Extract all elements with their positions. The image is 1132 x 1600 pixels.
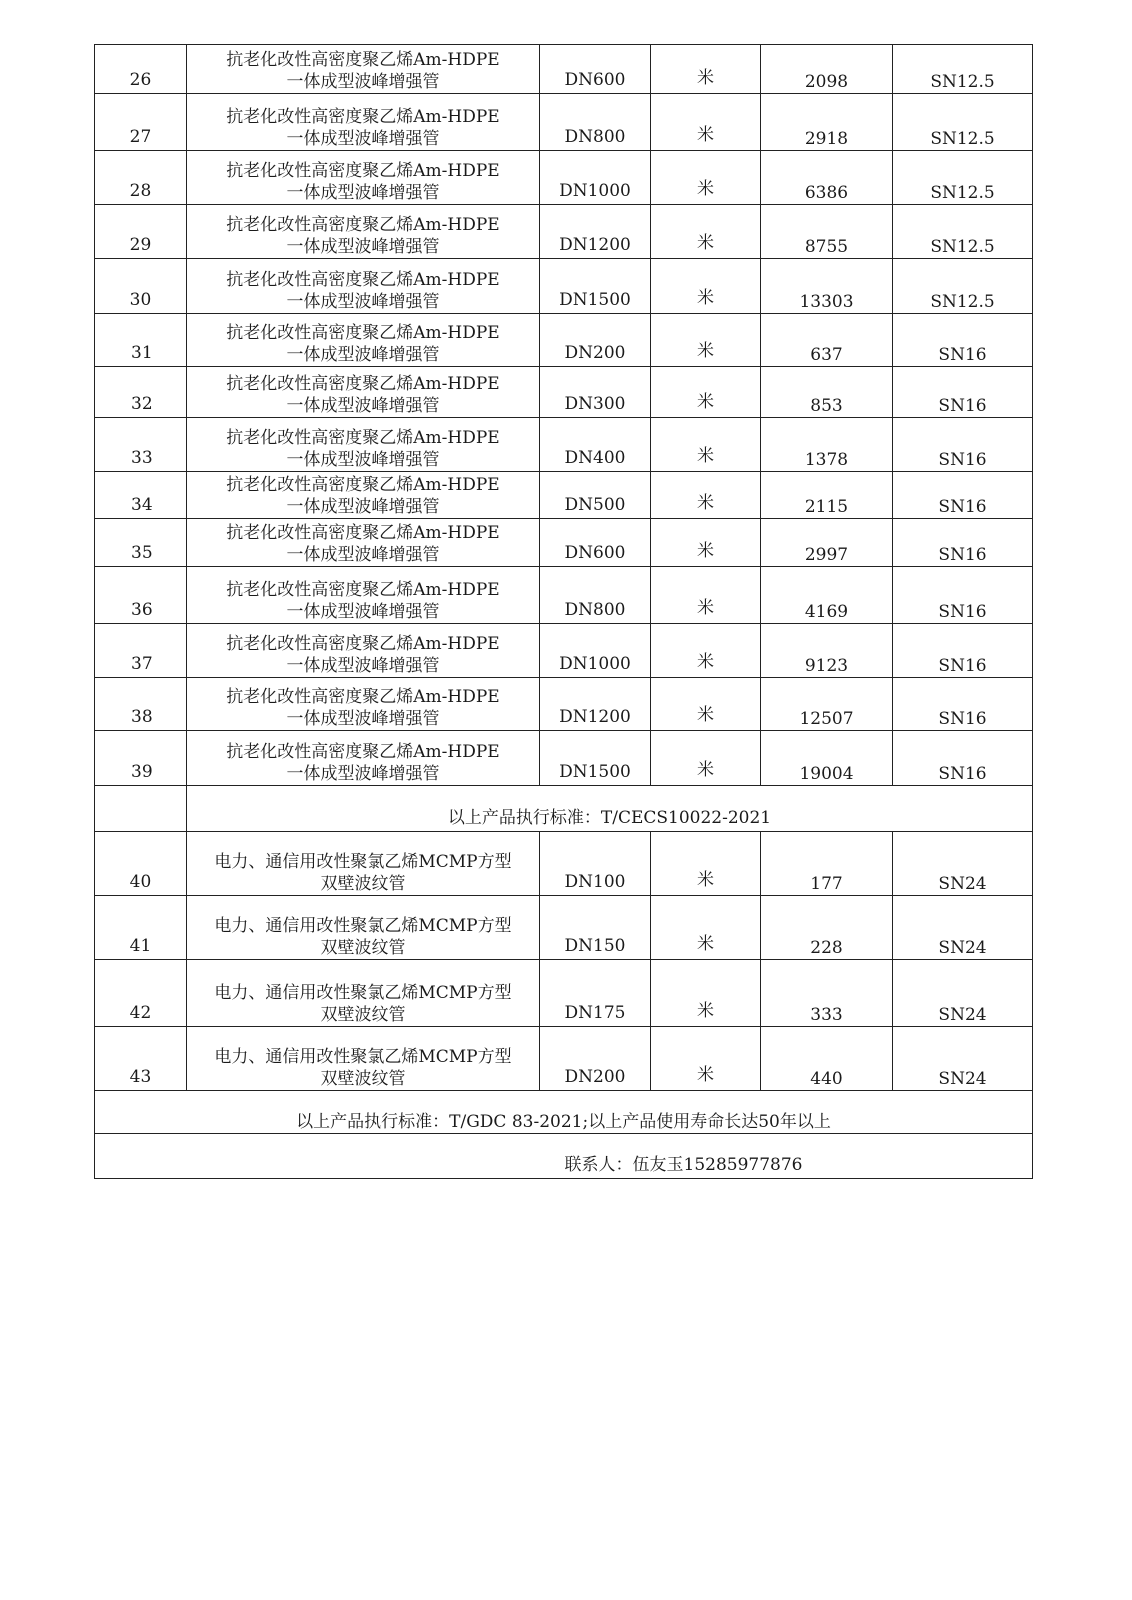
standard-note	[187, 786, 1033, 832]
product-name-line: 一体成型波峰增强管	[286, 292, 440, 312]
unit-cell	[651, 832, 761, 896]
product-name-line: 一体成型波峰增强管	[286, 709, 440, 729]
table-row	[95, 418, 1033, 472]
product-name-cell	[187, 418, 540, 472]
product-name-cell	[187, 1027, 540, 1091]
price-cell	[761, 624, 893, 678]
price-text: 333	[810, 1005, 843, 1025]
price-cell	[761, 1027, 893, 1091]
stiffness-grade-text: SN12.5	[930, 129, 995, 149]
stiffness-grade-text: SN24	[938, 874, 987, 894]
price-cell	[761, 832, 893, 896]
row-number-text: 26	[129, 70, 152, 90]
product-name-cell	[187, 205, 540, 259]
row-number-text: 27	[129, 127, 152, 147]
stiffness-grade-cell	[893, 418, 1033, 472]
product-name-cell	[187, 94, 540, 151]
stiffness-grade-cell	[893, 567, 1033, 624]
product-name-line: 双壁波纹管	[320, 1069, 406, 1089]
row-number-cell	[95, 678, 187, 731]
stiffness-grade-cell	[893, 94, 1033, 151]
product-name-line: 抗老化改性高密度聚乙烯Am-HDPE	[226, 161, 500, 181]
row-number-text: 43	[129, 1067, 152, 1087]
row-number-text: 35	[131, 543, 153, 563]
row-number-text: 42	[129, 1003, 152, 1023]
product-name-line: 抗老化改性高密度聚乙烯Am-HDPE	[226, 523, 500, 543]
product-name-line: 抗老化改性高密度聚乙烯Am-HDPE	[226, 687, 500, 707]
unit-text: 米	[697, 598, 714, 618]
product-name-line: 抗老化改性高密度聚乙烯Am-HDPE	[226, 580, 500, 600]
product-name-line: 电力、通信用改性聚氯乙烯MCMP方型	[214, 852, 512, 872]
price-text: 9123	[804, 656, 849, 676]
stiffness-grade-cell	[893, 205, 1033, 259]
unit-cell	[651, 960, 761, 1027]
stiffness-grade-text: SN16	[938, 497, 987, 517]
stiffness-grade-text: SN16	[938, 450, 987, 470]
product-name-line: 一体成型波峰增强管	[286, 129, 440, 149]
spec-cell	[540, 94, 651, 151]
price-cell	[761, 896, 893, 960]
spec-text: DN1200	[559, 235, 631, 255]
product-name-line: 一体成型波峰增强管	[286, 396, 440, 416]
spec-cell	[540, 1027, 651, 1091]
spec-cell	[540, 678, 651, 731]
row-number-cell	[95, 314, 187, 367]
price-cell	[761, 367, 893, 418]
product-price-table	[94, 44, 1033, 1179]
product-name-line: 抗老化改性高密度聚乙烯Am-HDPE	[226, 323, 500, 343]
unit-text: 米	[697, 541, 714, 561]
spec-text: DN600	[564, 70, 626, 90]
spec-text: DN175	[564, 1003, 626, 1023]
table-row	[95, 259, 1033, 314]
spec-cell	[540, 472, 651, 519]
unit-cell	[651, 896, 761, 960]
spec-text: DN300	[564, 394, 626, 414]
stiffness-grade-cell	[893, 314, 1033, 367]
spec-cell	[540, 205, 651, 259]
row-number-text: 33	[131, 448, 153, 468]
price-text: 2115	[804, 497, 849, 517]
row-number-cell	[95, 94, 187, 151]
unit-cell	[651, 678, 761, 731]
spec-text: DN600	[564, 543, 626, 563]
table-row	[95, 567, 1033, 624]
stiffness-grade-text: SN16	[938, 709, 987, 729]
product-name-line: 双壁波纹管	[320, 938, 406, 958]
unit-cell	[651, 259, 761, 314]
spec-text: DN1000	[559, 181, 631, 201]
table-row	[95, 205, 1033, 259]
price-text: 8755	[804, 237, 849, 257]
product-name-cell	[187, 314, 540, 367]
row-number-text: 30	[129, 290, 152, 310]
spec-text: DN1200	[559, 707, 631, 727]
product-name-line: 抗老化改性高密度聚乙烯Am-HDPE	[226, 475, 500, 495]
price-text: 2997	[804, 545, 849, 565]
product-name-cell	[187, 832, 540, 896]
unit-cell	[651, 151, 761, 205]
product-name-line: 一体成型波峰增强管	[286, 764, 440, 784]
price-text: 6386	[804, 183, 849, 203]
price-text: 13303	[799, 292, 854, 312]
product-name-line: 抗老化改性高密度聚乙烯Am-HDPE	[226, 270, 500, 290]
spec-text: DN1500	[559, 762, 631, 782]
stiffness-grade-text: SN12.5	[930, 292, 995, 312]
unit-text: 米	[697, 760, 714, 780]
table-row	[95, 678, 1033, 731]
spec-cell	[540, 896, 651, 960]
price-cell	[761, 151, 893, 205]
stiffness-grade-cell	[893, 519, 1033, 567]
product-name-line: 一体成型波峰增强管	[286, 450, 440, 470]
product-name-line: 双壁波纹管	[320, 874, 406, 894]
spec-cell	[540, 367, 651, 418]
row-number-cell	[95, 205, 187, 259]
table-row	[95, 731, 1033, 786]
price-cell	[761, 678, 893, 731]
unit-text: 米	[697, 1001, 714, 1021]
row-number-text: 38	[131, 707, 153, 727]
product-name-cell	[187, 678, 540, 731]
table-row	[95, 151, 1033, 205]
row-number-cell	[95, 259, 187, 314]
product-name-cell	[187, 960, 540, 1027]
product-name-line: 电力、通信用改性聚氯乙烯MCMP方型	[214, 983, 512, 1003]
spec-cell	[540, 624, 651, 678]
unit-cell	[651, 45, 761, 94]
product-name-cell	[187, 259, 540, 314]
product-name-line: 一体成型波峰增强管	[286, 545, 440, 565]
stiffness-grade-text: SN16	[938, 396, 987, 416]
product-name-line: 电力、通信用改性聚氯乙烯MCMP方型	[214, 1047, 512, 1067]
product-name-line: 一体成型波峰增强管	[286, 237, 440, 257]
product-name-cell	[187, 472, 540, 519]
product-name-cell	[187, 567, 540, 624]
row-number-text: 41	[129, 936, 152, 956]
row-number-text: 29	[129, 235, 152, 255]
row-number-cell	[95, 1027, 187, 1091]
row-number-text: 31	[131, 343, 153, 363]
standard-note-row-a	[95, 786, 1033, 832]
product-name-line: 一体成型波峰增强管	[286, 497, 440, 517]
price-cell	[761, 314, 893, 367]
standard-note-b	[95, 1091, 1033, 1134]
unit-cell	[651, 205, 761, 259]
price-text: 637	[810, 345, 843, 365]
contact-cell	[95, 1134, 1033, 1179]
row-number-text: 28	[129, 181, 152, 201]
row-number-cell	[95, 45, 187, 94]
unit-text: 米	[697, 493, 714, 513]
price-cell	[761, 205, 893, 259]
row-number-cell	[95, 367, 187, 418]
spec-cell	[540, 314, 651, 367]
unit-text: 米	[697, 652, 714, 672]
table-row	[95, 314, 1033, 367]
spec-text: DN800	[564, 127, 626, 147]
spec-cell	[540, 832, 651, 896]
stiffness-grade-text: SN16	[938, 545, 987, 565]
table-row	[95, 832, 1033, 896]
product-name-line: 一体成型波峰增强管	[286, 72, 440, 92]
table-row	[95, 45, 1033, 94]
price-text: 440	[810, 1069, 843, 1089]
unit-cell	[651, 472, 761, 519]
price-text: 12507	[799, 709, 854, 729]
table-row	[95, 896, 1033, 960]
product-name-line: 一体成型波峰增强管	[286, 345, 440, 365]
spec-cell	[540, 731, 651, 786]
price-text: 177	[810, 874, 843, 894]
unit-cell	[651, 567, 761, 624]
stiffness-grade-cell	[893, 151, 1033, 205]
table-row	[95, 94, 1033, 151]
table-body-hdpe	[95, 45, 1033, 786]
row-number-cell	[95, 567, 187, 624]
stiffness-grade-cell	[893, 832, 1033, 896]
row-number-cell	[95, 832, 187, 896]
spec-text: DN400	[564, 448, 626, 468]
unit-cell	[651, 519, 761, 567]
unit-cell	[651, 367, 761, 418]
stiffness-grade-text: SN16	[938, 764, 987, 784]
table-body-mcmp	[95, 832, 1033, 1091]
price-text: 228	[810, 938, 843, 958]
row-number-cell	[95, 624, 187, 678]
stiffness-grade-text: SN12.5	[930, 237, 995, 257]
price-cell	[761, 731, 893, 786]
product-name-line: 抗老化改性高密度聚乙烯Am-HDPE	[226, 107, 500, 127]
spec-text: DN1500	[559, 290, 631, 310]
stiffness-grade-text: SN12.5	[930, 183, 995, 203]
unit-cell	[651, 94, 761, 151]
product-name-line: 一体成型波峰增强管	[286, 183, 440, 203]
price-cell	[761, 960, 893, 1027]
product-name-line: 双壁波纹管	[320, 1005, 406, 1025]
unit-cell	[651, 418, 761, 472]
product-name-cell	[187, 896, 540, 960]
stiffness-grade-cell	[893, 367, 1033, 418]
spec-cell	[540, 418, 651, 472]
unit-text: 米	[697, 233, 714, 253]
contact-text: 联系人：伍友玉15285977876	[564, 1155, 803, 1175]
unit-cell	[651, 624, 761, 678]
unit-text: 米	[697, 68, 714, 88]
stiffness-grade-text: SN24	[938, 1005, 987, 1025]
price-cell	[761, 519, 893, 567]
stiffness-grade-cell	[893, 259, 1033, 314]
price-cell	[761, 259, 893, 314]
row-number-text: 36	[131, 600, 153, 620]
unit-text: 米	[697, 934, 714, 954]
stiffness-grade-cell	[893, 472, 1033, 519]
row-number-cell	[95, 151, 187, 205]
price-text: 2918	[804, 129, 849, 149]
spec-cell	[540, 151, 651, 205]
table-row	[95, 960, 1033, 1027]
row-number-text: 32	[131, 394, 153, 414]
stiffness-grade-cell	[893, 624, 1033, 678]
spec-text: DN800	[564, 600, 626, 620]
standard-note-text: 以上产品执行标准：T/CECS10022-2021	[447, 808, 772, 828]
product-name-cell	[187, 45, 540, 94]
spec-cell	[540, 567, 651, 624]
spec-text: DN200	[564, 343, 626, 363]
stiffness-grade-cell	[893, 731, 1033, 786]
stiffness-grade-cell	[893, 1027, 1033, 1091]
spec-text: DN500	[564, 495, 626, 515]
stiffness-grade-text: SN12.5	[930, 72, 995, 92]
product-name-line: 抗老化改性高密度聚乙烯Am-HDPE	[226, 215, 500, 235]
row-number-text: 34	[131, 495, 153, 515]
spec-text: DN100	[564, 872, 626, 892]
product-name-line: 抗老化改性高密度聚乙烯Am-HDPE	[226, 428, 500, 448]
product-name-line: 一体成型波峰增强管	[286, 602, 440, 622]
stiffness-grade-cell	[893, 960, 1033, 1027]
row-number-cell	[95, 418, 187, 472]
price-cell	[761, 94, 893, 151]
price-text: 2098	[804, 72, 849, 92]
table-row	[95, 519, 1033, 567]
unit-text: 米	[697, 392, 714, 412]
empty-cell	[95, 786, 187, 832]
price-text: 1378	[804, 450, 849, 470]
product-name-cell	[187, 731, 540, 786]
price-text: 853	[810, 396, 843, 416]
table-row	[95, 1027, 1033, 1091]
stiffness-grade-text: SN24	[938, 938, 987, 958]
spec-cell	[540, 45, 651, 94]
price-cell	[761, 45, 893, 94]
spec-cell	[540, 519, 651, 567]
stiffness-grade-text: SN16	[938, 656, 987, 676]
row-number-cell	[95, 519, 187, 567]
product-name-line: 抗老化改性高密度聚乙烯Am-HDPE	[226, 374, 500, 394]
row-number-text: 37	[131, 654, 153, 674]
table-row	[95, 624, 1033, 678]
unit-cell	[651, 731, 761, 786]
stiffness-grade-text: SN16	[938, 345, 987, 365]
row-number-text: 39	[131, 762, 153, 782]
unit-text: 米	[697, 179, 714, 199]
product-name-line: 抗老化改性高密度聚乙烯Am-HDPE	[226, 742, 500, 762]
price-text: 19004	[799, 764, 854, 784]
standard-note-b-text: 以上产品执行标准：T/GDC 83-2021;以上产品使用寿命长达50年以上	[296, 1112, 831, 1132]
product-name-cell	[187, 151, 540, 205]
price-cell	[761, 567, 893, 624]
stiffness-grade-cell	[893, 896, 1033, 960]
footer-rows	[95, 1091, 1033, 1179]
spec-cell	[540, 259, 651, 314]
spec-cell	[540, 960, 651, 1027]
stiffness-grade-cell	[893, 678, 1033, 731]
product-name-line: 抗老化改性高密度聚乙烯Am-HDPE	[226, 50, 500, 70]
spec-text: DN150	[564, 936, 626, 956]
unit-text: 米	[697, 341, 714, 361]
product-name-cell	[187, 367, 540, 418]
row-number-cell	[95, 960, 187, 1027]
unit-cell	[651, 1027, 761, 1091]
product-name-cell	[187, 519, 540, 567]
price-cell	[761, 418, 893, 472]
product-name-cell	[187, 624, 540, 678]
unit-text: 米	[697, 705, 714, 725]
row-number-cell	[95, 472, 187, 519]
row-number-text: 40	[129, 872, 152, 892]
price-text: 4169	[804, 602, 849, 622]
unit-text: 米	[697, 125, 714, 145]
stiffness-grade-cell	[893, 45, 1033, 94]
product-name-line: 一体成型波峰增强管	[286, 656, 440, 676]
spec-text: DN1000	[559, 654, 631, 674]
table-row	[95, 367, 1033, 418]
row-number-cell	[95, 731, 187, 786]
unit-text: 米	[697, 870, 714, 890]
product-name-line: 电力、通信用改性聚氯乙烯MCMP方型	[214, 916, 512, 936]
price-cell	[761, 472, 893, 519]
unit-text: 米	[697, 446, 714, 466]
unit-cell	[651, 314, 761, 367]
unit-text: 米	[697, 288, 714, 308]
spec-text: DN200	[564, 1067, 626, 1087]
stiffness-grade-text: SN16	[938, 602, 987, 622]
unit-text: 米	[697, 1065, 714, 1085]
row-number-cell	[95, 896, 187, 960]
stiffness-grade-text: SN24	[938, 1069, 987, 1089]
product-name-line: 抗老化改性高密度聚乙烯Am-HDPE	[226, 634, 500, 654]
table-row	[95, 472, 1033, 519]
